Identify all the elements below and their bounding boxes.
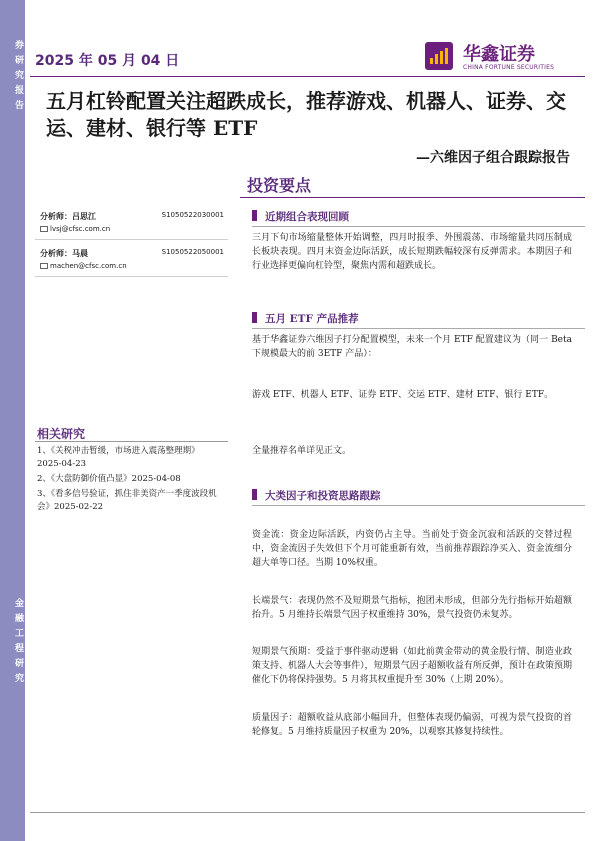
paragraph: 基于华鑫证券六维因子打分配置模型，未来一个月 ETF 配置建议为（同一 Beta 下规模最大的前 3ETF 产品）： <box>252 335 572 359</box>
footer-divider <box>30 812 585 813</box>
section-heading-performance: 近期组合表现回顾 <box>252 209 349 224</box>
heading-bar-icon <box>252 489 257 500</box>
factor-quality <box>252 711 572 739</box>
report-subtitle: —六维因子组合跟踪报告 <box>416 150 570 166</box>
logo-mark-icon <box>425 42 453 70</box>
related-item[interactable]: 3、《看多信号验证，抓住非美资产一季度波段机会》2025-02-22 <box>37 489 217 512</box>
section-heading-etf: 五月 ETF 产品推荐 <box>252 311 359 326</box>
etf-list <box>252 388 572 402</box>
section-body-performance <box>252 231 572 273</box>
analyst-card <box>35 205 228 240</box>
analyst-name: 分析师：马晨 <box>40 248 88 258</box>
paragraph: 全量推荐名单详见正文。 <box>252 446 352 456</box>
paragraph: 游戏 ETF、机器人 ETF、证券 ETF、交运 ETF、建材 ETF、银行 ETF。 <box>252 390 554 400</box>
report-title: 五月杠铃配置关注超跌成长，推荐游戏、机器人、证券、交运、建材、银行等 ETF <box>46 89 566 140</box>
paragraph: 长端景气：表现仍然不及短期景气指标，抱团未形成，但部分先行指标开始超额抬升。5 月维持长端景气因子权重维持 30%，景气投资仍未复苏。 <box>252 596 572 620</box>
analyst-panel <box>35 203 228 277</box>
analyst-cert: S1050522050001 <box>161 248 224 256</box>
heading-divider <box>240 197 585 198</box>
analyst-cert: S1050522030001 <box>161 211 224 219</box>
mail-icon <box>40 226 48 232</box>
related-research-title: 相关研究 <box>37 427 86 441</box>
heading-bar-icon <box>252 312 257 323</box>
header-divider <box>30 76 585 77</box>
paragraph: 短期景气预期：受益于事件驱动逻辑（如此前黄金带动的黄金股行情、制造业政策支持、机器人大会等事件），短期景气因子超额收益有所反弹，预计在政策预期催化下仍将保持强势。5 月将其权重提升至 30%（上期 20%）。 <box>252 647 572 685</box>
section-heading-factors: 大类因子和投资思路跟踪 <box>252 488 381 503</box>
paragraph: 三月下旬市场缩量整体开始调整，四月时报季、外围震荡、市场缩量共同压制成长板块表现。四月末资金边际活跃，成长短期跌幅较深有反弹需求。本期因子和行业选择更偏向杠铃型，聚焦内需和超跌成长。 <box>252 233 572 271</box>
related-item[interactable]: 2、《大盘防御价值凸显》2025-04-08 <box>37 474 181 484</box>
analyst-name: 分析师：吕思江 <box>40 211 96 221</box>
section-divider <box>252 505 585 506</box>
paragraph: 资金流：资金边际活跃，内资仍占主导。当前处于资金沉寂和活跃的交替过程中，资金流因子失效但下个月可能重新有效，当前推荐跟踪净买入、资金流细分超大单等口径。当期 10%权重。 <box>252 530 572 568</box>
section-divider <box>252 328 585 329</box>
factor-short-term <box>252 645 572 687</box>
section-divider <box>252 226 585 227</box>
sidebar-bottom-label: 金融工程研究 <box>13 598 23 688</box>
analyst-email[interactable]: machen@cfsc.com.cn <box>40 262 127 270</box>
company-logo <box>425 40 595 74</box>
section-body-etf <box>252 333 572 361</box>
investment-highlights-heading: 投资要点 <box>247 176 312 195</box>
report-date: 2025 年 05 月 04 日 <box>35 53 180 69</box>
logo-english-name: CHINA FORTUNE SECURITIES <box>463 64 555 71</box>
paragraph: 质量因子：超额收益从底部小幅回升，但整体表现仍偏弱，可视为景气投资的首轮修复。5 月维持质量因子权重为 20%，以观察其修复持续性。 <box>252 713 572 737</box>
mail-icon <box>40 263 48 269</box>
analyst-email[interactable]: lvsj@cfsc.com.cn <box>40 225 110 233</box>
factor-capital-flow <box>252 528 572 570</box>
heading-bar-icon <box>252 210 257 221</box>
related-item[interactable]: 1、《关税冲击暂缓，市场进入震荡整理期》2025-04-23 <box>37 446 200 469</box>
related-divider <box>35 441 228 442</box>
etf-note <box>252 444 572 458</box>
analyst-card <box>35 242 228 277</box>
factor-long-term <box>252 594 572 622</box>
sidebar-top-label: 券研究报告 <box>13 40 23 115</box>
related-research-list <box>37 445 222 516</box>
left-sidebar <box>0 0 25 841</box>
logo-chinese-name: 华鑫证券 <box>463 44 535 65</box>
